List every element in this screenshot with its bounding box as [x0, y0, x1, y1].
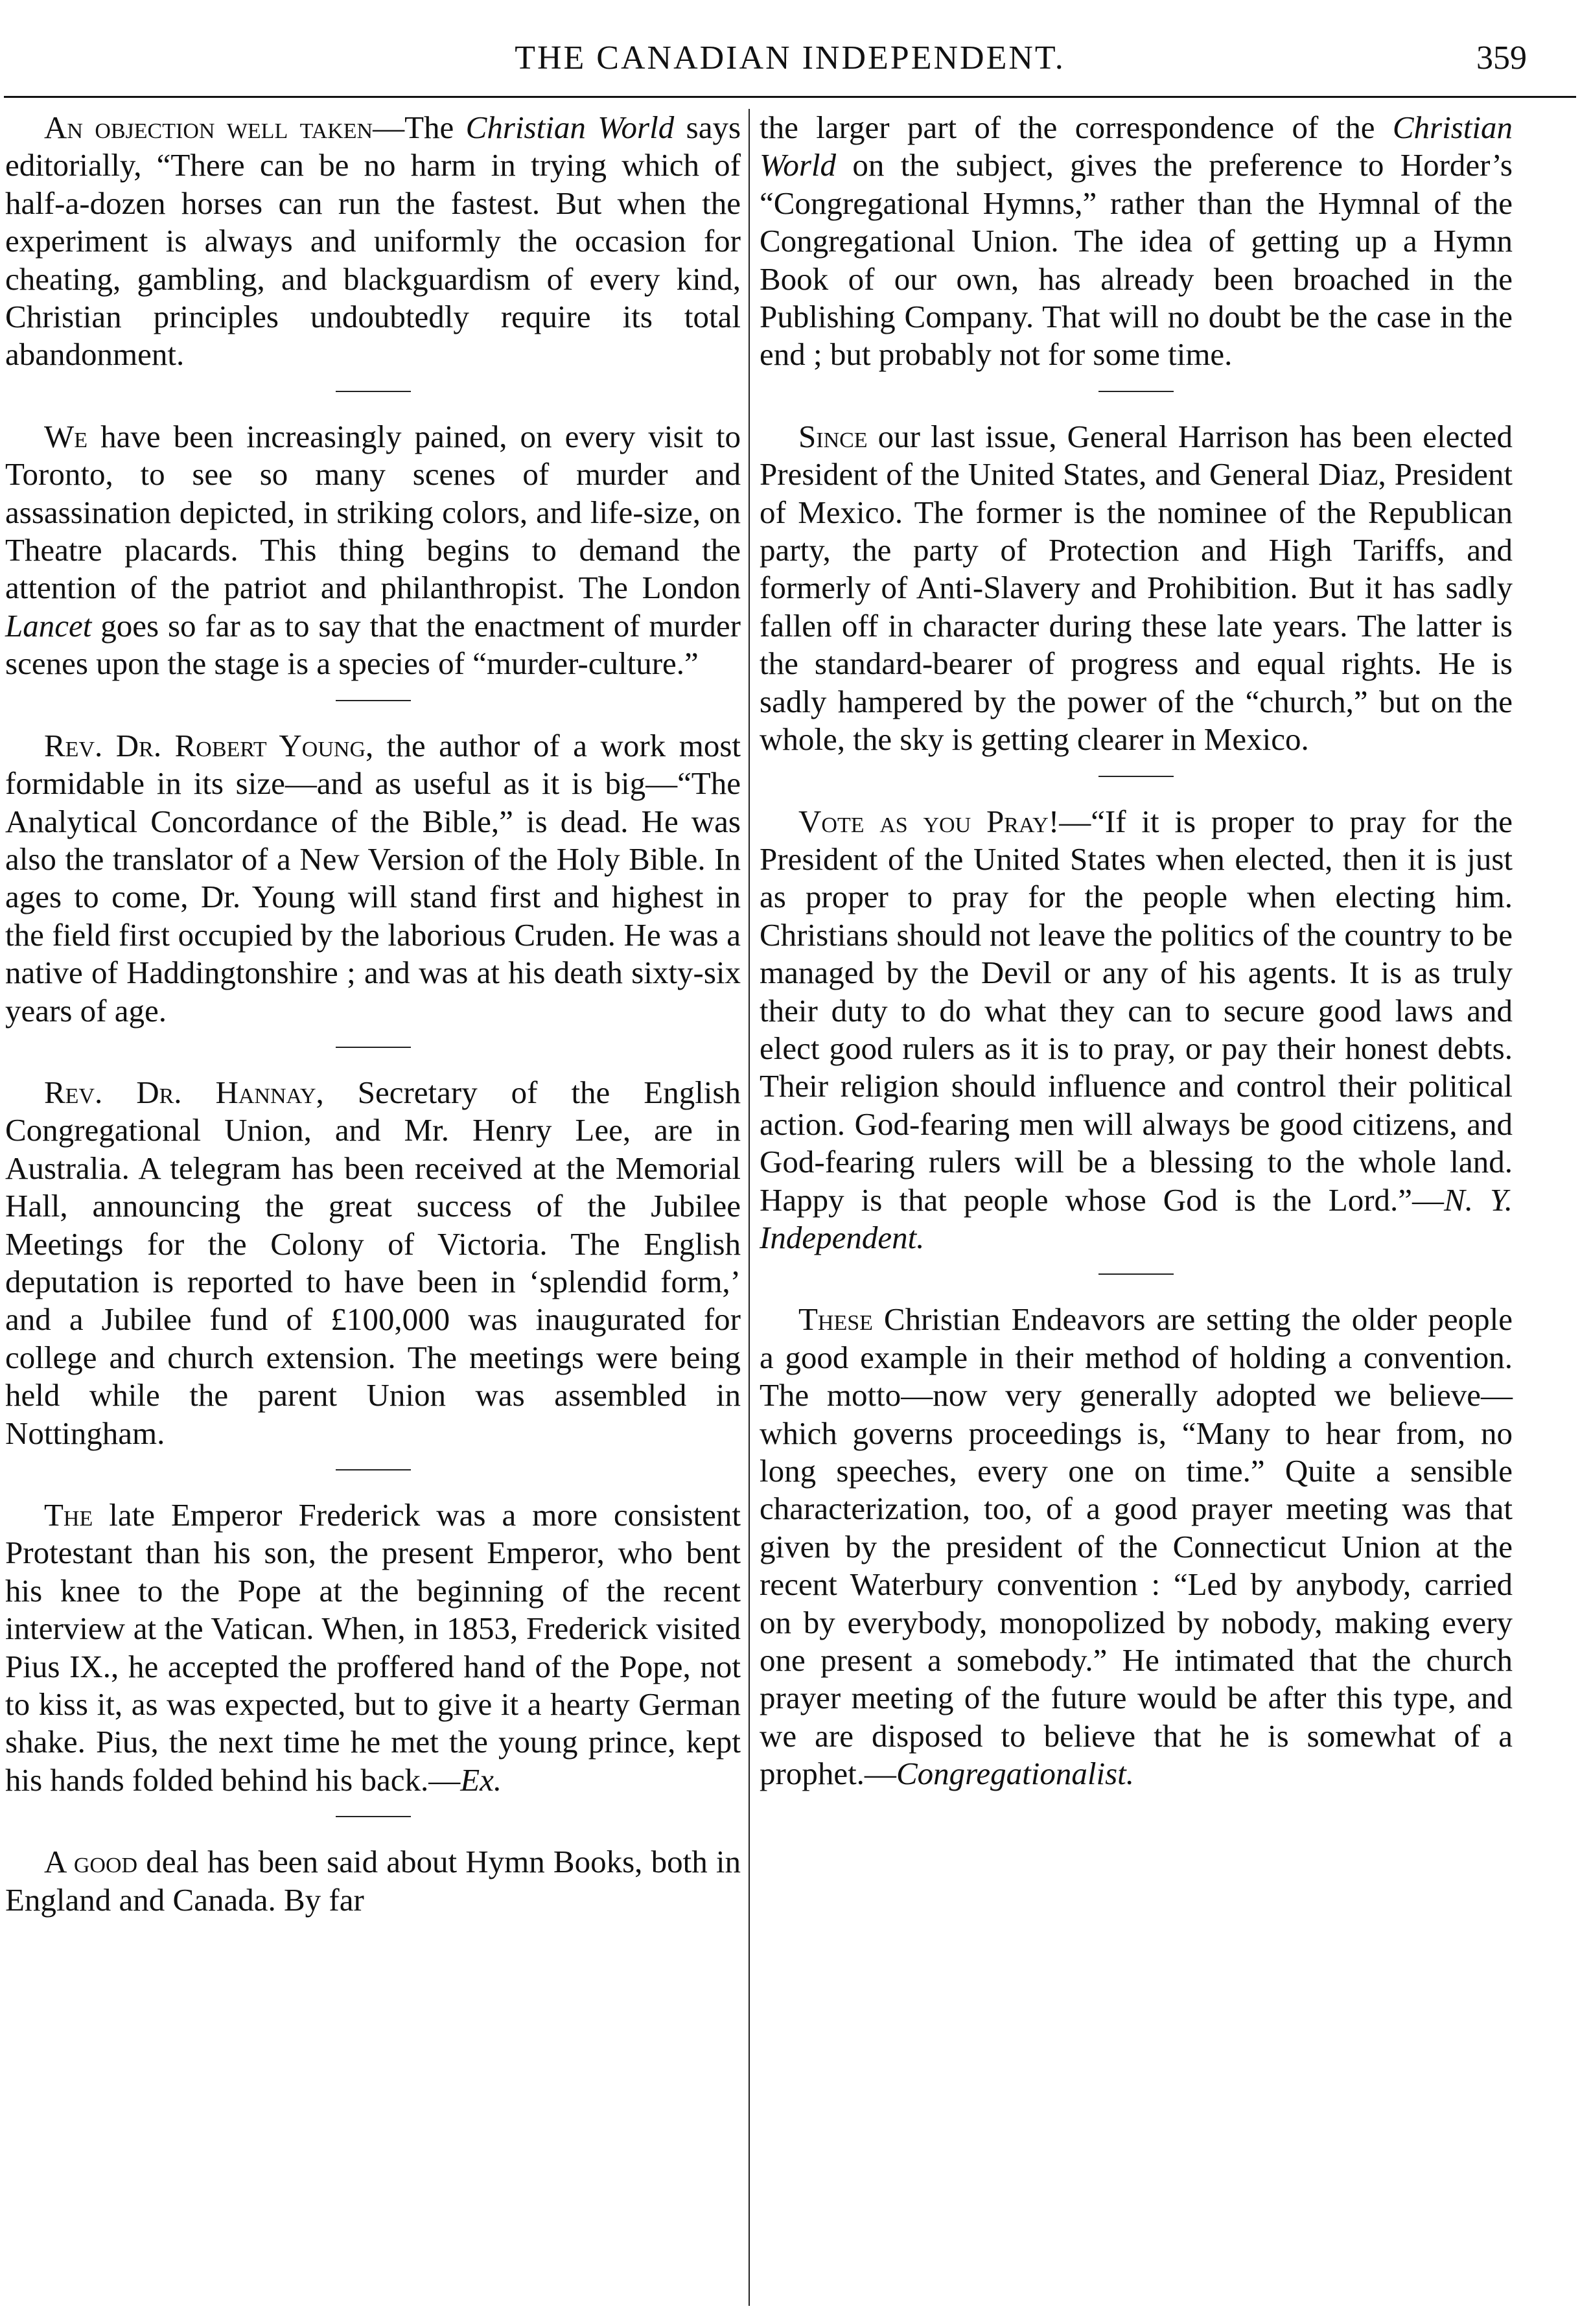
article-lead: Rev. Dr. Hannay,: [44, 1074, 324, 1110]
article-theatre-placards: We have been increasingly pained, on every visit to Toronto, to see so many scenes of murder and assassination depicted, in striking colors, and life-size, on Theatre placards. This thing begins to demand the attention of the patriot and philanthropist. The London Lancet goes so far as to say that the enactment of murder scenes upon the stage is a species of “murder-culture.”: [5, 418, 741, 682]
section-separator: [336, 391, 411, 392]
section-separator: [1098, 391, 1174, 392]
article-lead: Vote as you Pray!: [798, 803, 1060, 839]
article-lead: Rev. Dr. Robert Young,: [44, 727, 374, 763]
article-robert-young: Rev. Dr. Robert Young, the author of a work most formidable in its size—and as useful as it is big—“The Analytical Concordance of the Bible,” is dead. He was also the translator of a New Version of the Holy Bible. In ages to come, Dr. Young will stand first and highest in the field first occupied by the laborious Cruden. He was a native of Haddingtonshire ; and was at his death sixty-six years of age.: [5, 727, 741, 1028]
section-separator: [1098, 776, 1174, 777]
publication-name: Lancet: [5, 607, 92, 644]
publication-name: Christian World: [760, 110, 1513, 183]
article-lead: We: [44, 418, 88, 454]
article-hymn-books-continued: the larger part of the correspondence of the Christian World on the subject, gives the preference to Horder’s “Congregational Hymns,” rather than the Hymnal of the Congregational Union. The idea of getting up a Hymn Book of our own, has already been broached in the Publishing Company. That will no doubt be the case in the end ; but probably not for some time.: [760, 110, 1513, 373]
section-separator: [336, 700, 411, 701]
header-rule: [4, 96, 1576, 98]
article-vote-as-you-pray: Vote as you Pray!—“If it is proper to pray for the President of the United States when elected, then it is just as proper to pray for the people when electing him. Christians should not leave the politics of the country to be managed by the Devil or any of his agents. It is as truly their duty to do what they can to secure good laws and elect good rulers as it is to pray, or pay their honest debts. Their religion should influence and control their political action. God-fearing men will always be good citizens, and God-fearing rulers will be a blessing to the whole land. Happy is that people whose God is the Lord.”—N. Y. Independent.: [760, 803, 1513, 1255]
section-separator: [336, 1816, 411, 1817]
source-credit: N. Y. Independent.: [760, 1181, 1513, 1255]
section-separator: [1098, 1273, 1174, 1275]
section-separator: [336, 1469, 411, 1470]
section-separator: [336, 1047, 411, 1048]
column-divider: [749, 109, 750, 2306]
left-column: [5, 109, 741, 1919]
article-hymn-books: A good deal has been said about Hymn Books, both in England and Canada. By far: [5, 1844, 741, 1918]
page-header: [0, 39, 1580, 84]
article-lead: An objection well taken: [44, 110, 373, 145]
source-credit: Congregationalist.: [896, 1756, 1135, 1792]
article-hannay: Rev. Dr. Hannay, Secretary of the English Congregational Union, and Mr. Henry Lee, are in Australia. A telegram has been received at the Memorial Hall, announcing the great success of the Jubilee Meetings for the Colony of Victoria. The English deputation is reported to have been in ‘splendid form,’ and a Jubilee fund of £100,000 was inaugurated for college and church extension. The meetings were being held while the parent Union was assembled in Nottingham.: [5, 1074, 741, 1451]
article-christian-endeavors: These Christian Endeavors are setting the older people a good example in their method of holding a convention. The motto—now very generally adopted we believe—which governs proceedings is, “Many to hear from, no long speeches, every one on time.” Quite a sensible characterization, too, of a good prayer meeting was that given by the president of the Connecticut Union at the recent Waterbury convention : “Led by anybody, carried on by everybody, monopolized by nobody, making every one present a somebody.” He intimated that the church prayer meeting of the future would be after this type, and we are disposed to believe that he is somewhat of a prophet.—Congregationalist.: [760, 1301, 1513, 1792]
article-emperor-frederick: The late Emperor Frederick was a more consistent Protestant than his son, the present Emperor, who bent his knee to the Pope at the beginning of the recent interview at the Vatican. When, in 1853, Frederick visited Pius IX., he accepted the proffered hand of the Pope, not to kiss it, as was expected, but to give it a hearty German shake. Pius, the next time he met the young prince, kept his hands folded behind his back.—Ex.: [5, 1497, 741, 1798]
article-lead: A good: [44, 1844, 138, 1880]
publication-name: Christian World: [465, 110, 675, 145]
right-column: [760, 109, 1513, 1793]
page-number: 359: [1476, 40, 1527, 76]
article-lead: Since: [798, 418, 868, 454]
publication-title: THE CANADIAN INDEPENDENT.: [515, 40, 1065, 76]
article-lead: The: [44, 1497, 93, 1533]
source-credit: Ex.: [460, 1761, 502, 1798]
article-harrison-diaz: Since our last issue, General Harrison has been elected President of the United States, and General Diaz, President of Mexico. The former is the nominee of the Republican party, the party of Protection and High Tariffs, and formerly of Anti-Slavery and Prohibition. But it has sadly fallen off in character during these late years. The latter is the standard-bearer of progress and equal rights. He is sadly hampered by the power of the “church,” but on the whole, the sky is getting clearer in Mexico.: [760, 418, 1513, 758]
article-lead: These: [798, 1301, 873, 1338]
article-objection-well-taken: An objection well taken—The Christian World says editorially, “There can be no harm in trying which of half-a-dozen horses can run the fastest. But when the experiment is always and uniformly the occasion for cheating, gambling, and blackguardism of every kind, Christian principles undoubtedly require its total abandonment.: [5, 110, 741, 373]
